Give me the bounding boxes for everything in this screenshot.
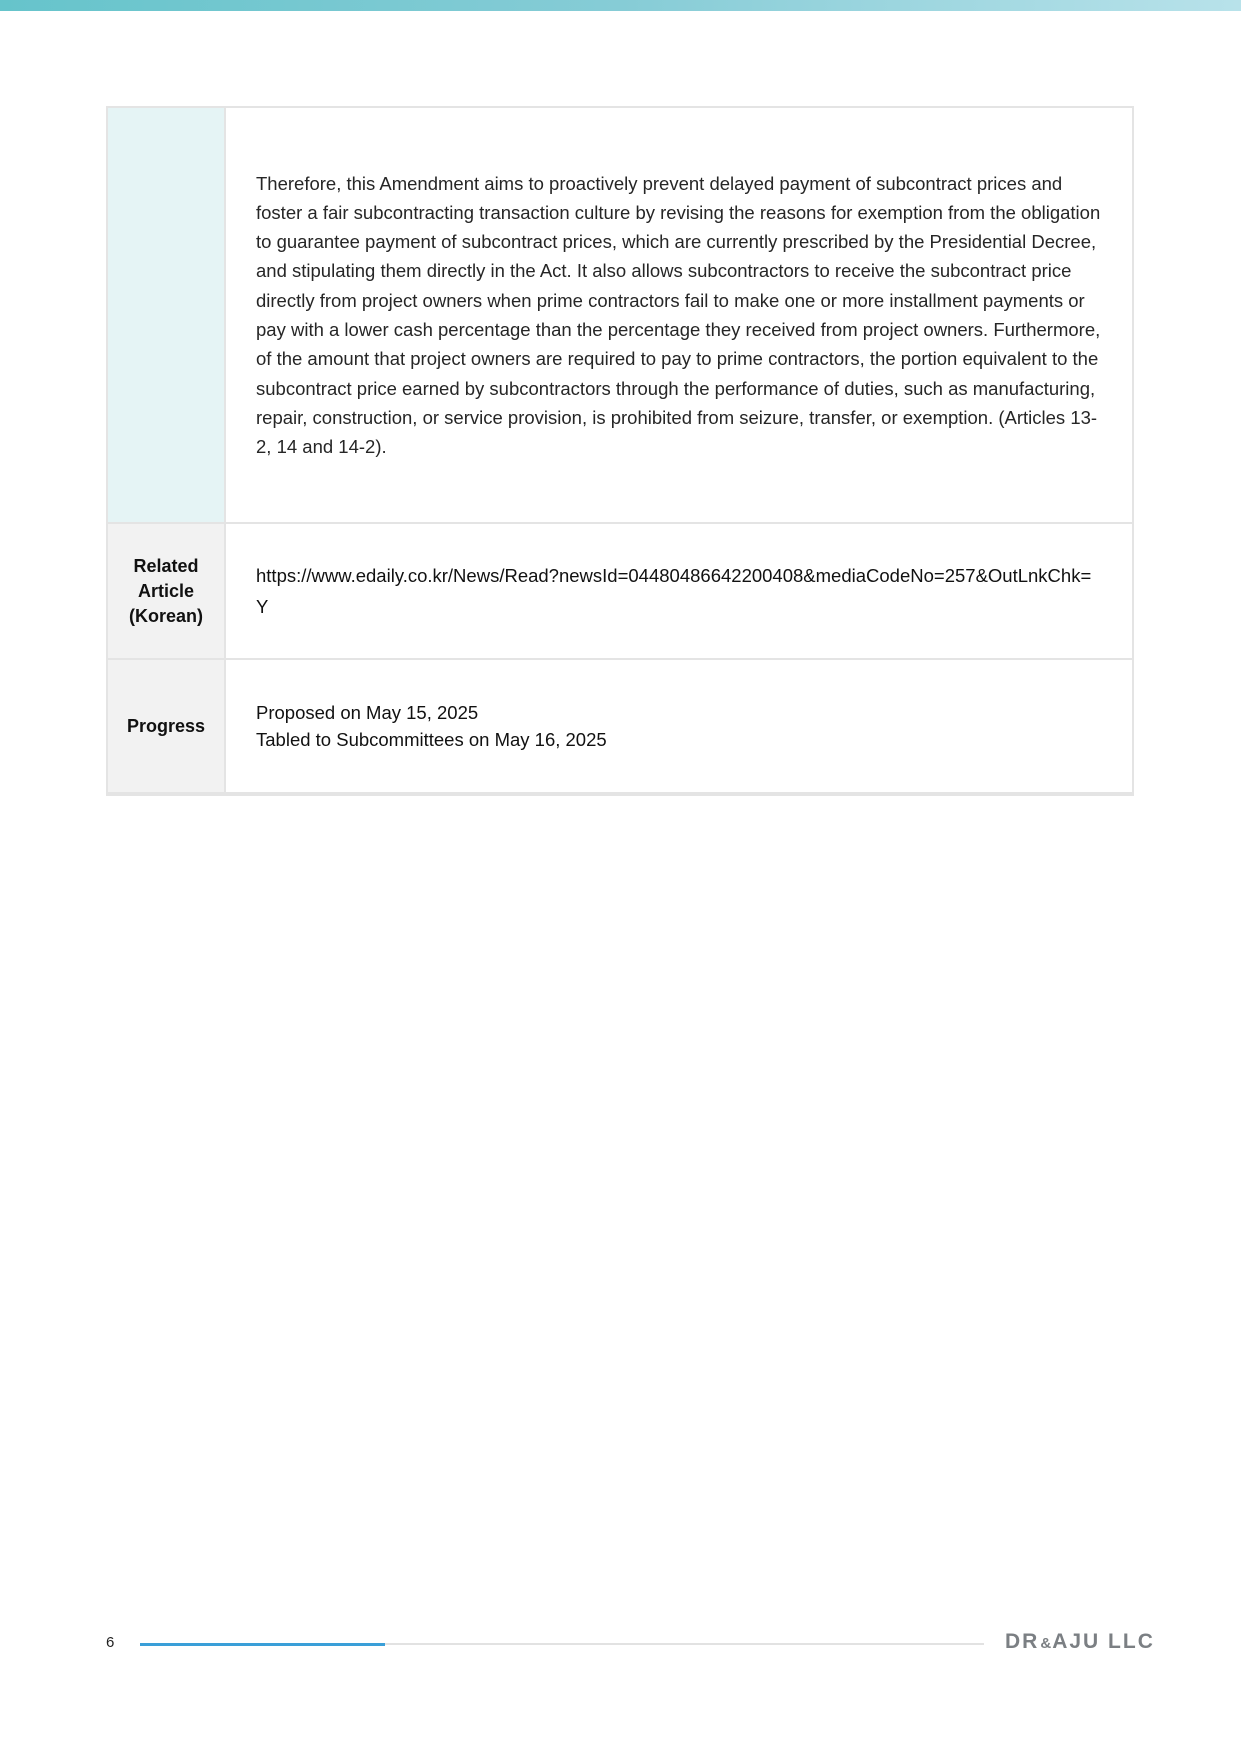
related-article-label-line1: Related (133, 555, 199, 576)
table-row-summary (108, 108, 1132, 524)
related-article-link[interactable]: https://www.edaily.co.kr/News/Read?newsId=04480486642200408&mediaCodeNo=257&OutLnkChk=Y (256, 565, 1092, 617)
progress-label-cell (108, 660, 226, 792)
table-row-related-article (108, 524, 1132, 660)
brand-part1: DR (1005, 1630, 1040, 1653)
brand-ampersand: & (1040, 1635, 1052, 1652)
footer-progress-fill (140, 1643, 385, 1646)
progress-label: Progress (126, 715, 206, 736)
related-article-content-cell (226, 524, 1132, 658)
related-article-label-line2: Article (137, 580, 194, 601)
summary-paragraph: Therefore, this Amendment aims to proactively prevent delayed payment of subcontract prices and foster a fair subcontracting transaction culture by revising the reasons for exemption from the obligation to guarantee payment of subcontract prices, which are currently prescribed by the Presidential Decree, and stipulating them directly in the Act. It also allows subcontractors to receive the subcontract price directly from project owners when prime contractors fail to make one or more installment payments or pay with a lower cash percentage than the percentage they received from project owners. Furthermore, of the amount that project owners are required to pay to prime contractors, the portion equivalent to the subcontract price earned by subcontractors through the performance of duties, such as manufacturing, repair, construction, or service provision, is prohibited from seizure, transfer, or exemption. (Articles 13-2, 14 and 14-2). (256, 172, 1101, 458)
progress-proposed-line: Proposed on May 15, 2025 (256, 702, 479, 723)
brand-part2: AJU LLC (1052, 1630, 1155, 1653)
related-article-label-cell (108, 524, 226, 658)
table-row-progress (108, 660, 1132, 792)
progress-tabled-line: Tabled to Subcommittees on May 16, 2025 (256, 729, 607, 750)
top-accent-bar (0, 0, 1241, 11)
bill-info-table (106, 106, 1134, 796)
summary-label-cell (108, 108, 226, 522)
brand-logo (1005, 1630, 1155, 1654)
page-footer (0, 1628, 1241, 1658)
related-article-label-line3: (Korean) (128, 605, 203, 626)
progress-content-cell (226, 660, 1132, 792)
summary-content-cell (226, 108, 1132, 522)
page-number: 6 (106, 1634, 115, 1651)
footer-progress-track (140, 1643, 984, 1645)
